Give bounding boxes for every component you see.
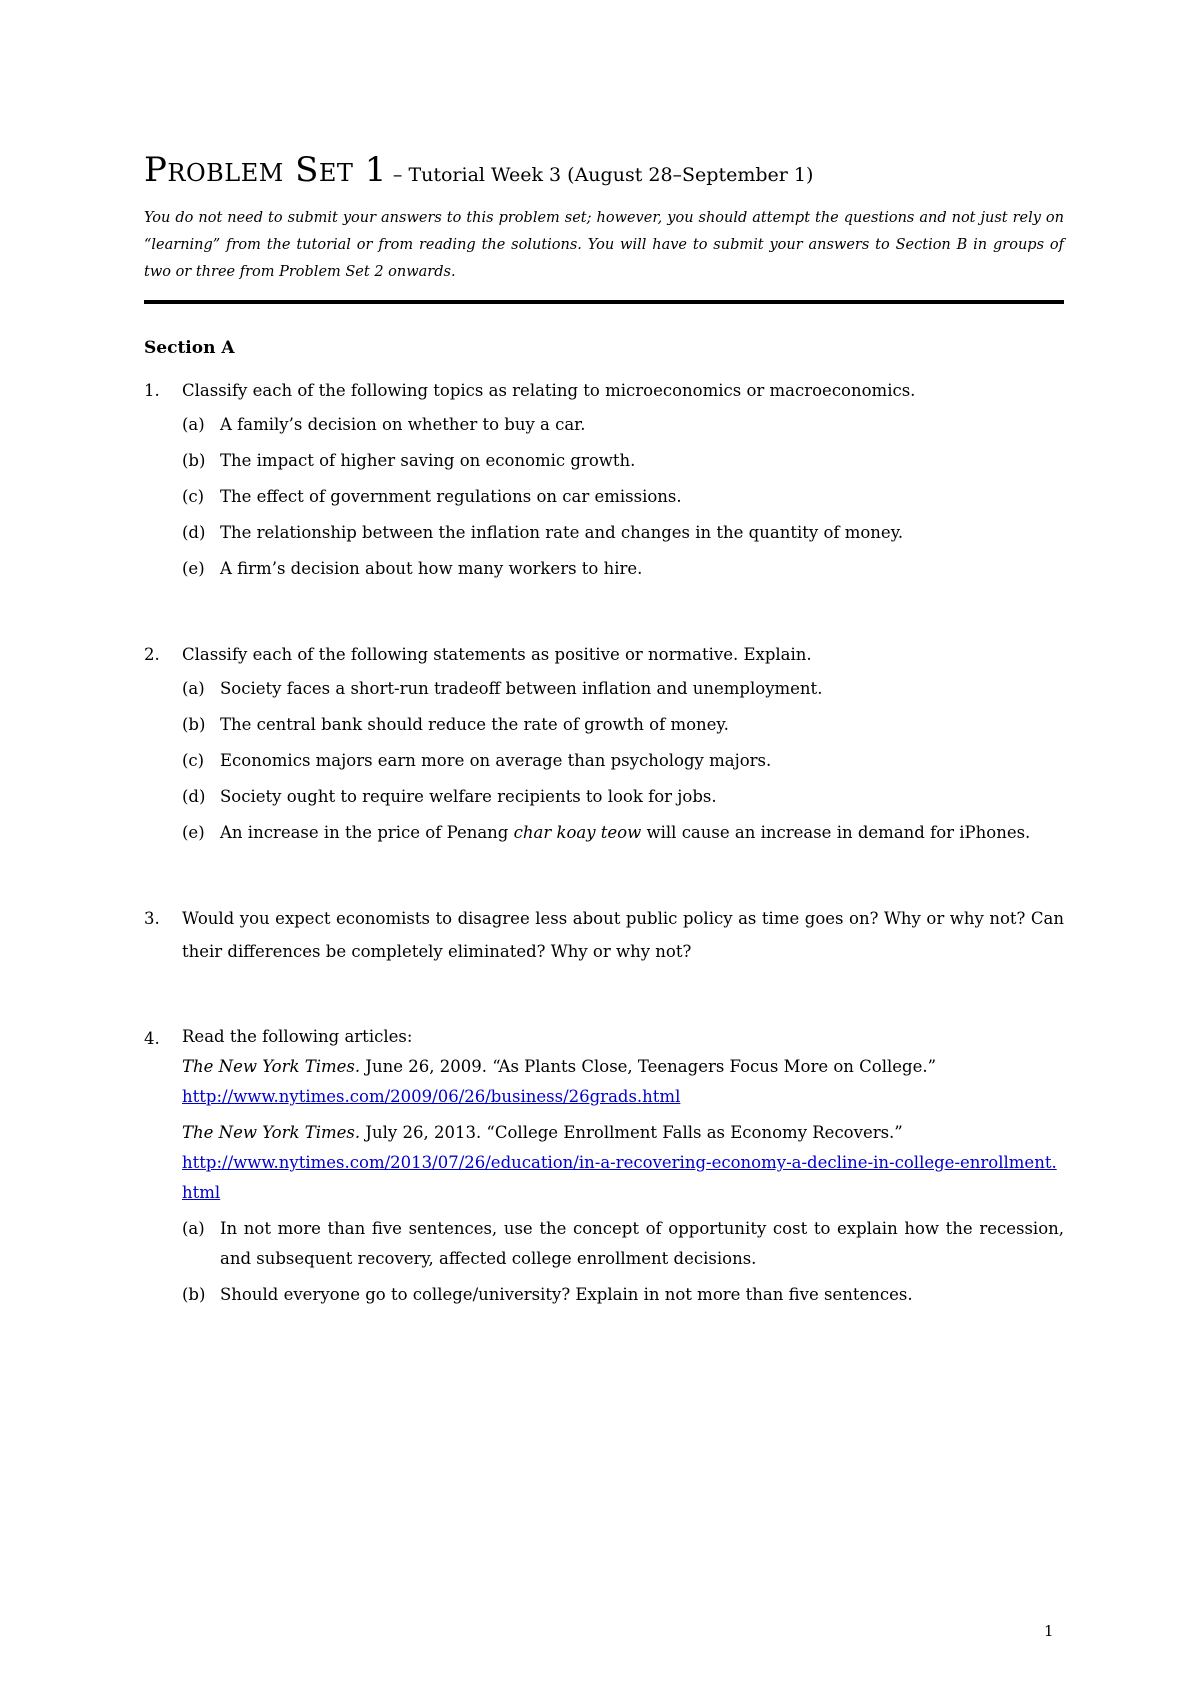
subquestion-text: Society ought to require welfare recipients to look for jobs. (220, 786, 717, 806)
title-main: Problem Set 1 (144, 150, 387, 190)
article-reference-1 (182, 1052, 1064, 1112)
article-link[interactable]: http://www.nytimes.com/2013/07/26/education/in-a-recovering-economy-a-decline-in-college-enrollment.html (182, 1152, 1057, 1202)
question-2 (144, 638, 1064, 848)
header-divider (144, 300, 1064, 304)
subquestion (182, 818, 1064, 848)
question-text: Would you expect economists to disagree less about public policy as time goes on? Why or why not? Can their differences be completely eliminated? Why or why not? (182, 908, 1064, 961)
subquestion-label: (b) (182, 714, 206, 734)
subquestion (182, 482, 1064, 512)
subquestion (182, 782, 1064, 812)
subquestion-text: Should everyone go to college/university? Explain in not more than five sentences. (220, 1284, 913, 1304)
question-1 (144, 374, 1064, 584)
subquestion (182, 410, 1064, 440)
article-source: The New York Times. (182, 1122, 361, 1142)
question-text: Classify each of the following statements as positive or normative. Explain. (182, 644, 812, 664)
title-subtitle: – Tutorial Week 3 (August 28–September 1) (386, 164, 814, 186)
section-heading: Section A (144, 337, 235, 358)
subquestion-label: (b) (182, 1284, 206, 1304)
subquestion-text-italic: char koay teow (513, 822, 642, 842)
document-page (144, 150, 1064, 1316)
article-citation: July 26, 2013. “College Enrollment Falls as Economy Recovers.” (360, 1122, 903, 1142)
article-source: The New York Times. (182, 1056, 361, 1076)
article-citation: June 26, 2009. “As Plants Close, Teenagers Focus More on College.” (360, 1056, 937, 1076)
subquestion (182, 1280, 1064, 1310)
subquestion-text: A family’s decision on whether to buy a car. (220, 414, 586, 434)
subquestion-text: The central bank should reduce the rate of growth of money. (220, 714, 729, 734)
question-number: 3. (144, 908, 160, 928)
subquestion (182, 518, 1064, 548)
subquestion-label: (c) (182, 750, 205, 770)
subquestion-text: The effect of government regulations on car emissions. (220, 486, 682, 506)
subquestion-list (182, 410, 1064, 584)
subquestion-label: (c) (182, 486, 205, 506)
subquestion-text: The relationship between the inflation rate and changes in the quantity of money. (220, 522, 904, 542)
subquestion (182, 554, 1064, 584)
instructions-text: You do not need to submit your answers to this problem set; however, you should attempt the questions and not just rely on “learning” from the tutorial or from reading the solutions. You will have to submit your answers to Section B in groups of two or three from Problem Set 2 onwards. (144, 209, 1064, 280)
subquestion-text: In not more than five sentences, use the concept of opportunity cost to explain how the recession, and subsequent recovery, affected college enrollment decisions. (220, 1218, 1064, 1268)
question-4 (144, 1022, 1064, 1310)
subquestion-text: Economics majors earn more on average than psychology majors. (220, 750, 772, 770)
subquestion (182, 446, 1064, 476)
question-text: Read the following articles: (182, 1026, 413, 1046)
subquestion-label: (a) (182, 414, 205, 434)
question-number: 2. (144, 644, 160, 664)
subquestion-label: (e) (182, 822, 205, 842)
subquestion-text-start: An increase in the price of Penang (220, 822, 514, 842)
subquestion-list (182, 1214, 1064, 1310)
subquestion (182, 1214, 1064, 1274)
subquestion (182, 746, 1064, 776)
subquestion-label: (a) (182, 1218, 205, 1238)
subquestion-text: The impact of higher saving on economic growth. (220, 450, 636, 470)
question-3 (144, 902, 1064, 968)
subquestion-label: (d) (182, 522, 206, 542)
subquestion-text: A firm’s decision about how many workers to hire. (220, 558, 643, 578)
subquestion (182, 674, 1064, 704)
subquestion-label: (b) (182, 450, 206, 470)
subquestion-label: (e) (182, 558, 205, 578)
page-title (144, 150, 1064, 191)
subquestion-label: (a) (182, 678, 205, 698)
subquestion-text: Society faces a short-run tradeoff between inflation and unemployment. (220, 678, 823, 698)
article-link[interactable]: http://www.nytimes.com/2009/06/26/business/26grads.html (182, 1086, 681, 1106)
subquestion-label: (d) (182, 786, 206, 806)
subquestion (182, 710, 1064, 740)
question-number: 4. (144, 1028, 160, 1048)
question-number: 1. (144, 380, 160, 400)
page-number: 1 (1044, 1622, 1054, 1640)
question-text: Classify each of the following topics as relating to microeconomics or macroeconomics. (182, 380, 916, 400)
article-reference-2 (182, 1118, 1064, 1208)
subquestion-text-end: will cause an increase in demand for iPhones. (641, 822, 1031, 842)
subquestion-list (182, 674, 1064, 848)
